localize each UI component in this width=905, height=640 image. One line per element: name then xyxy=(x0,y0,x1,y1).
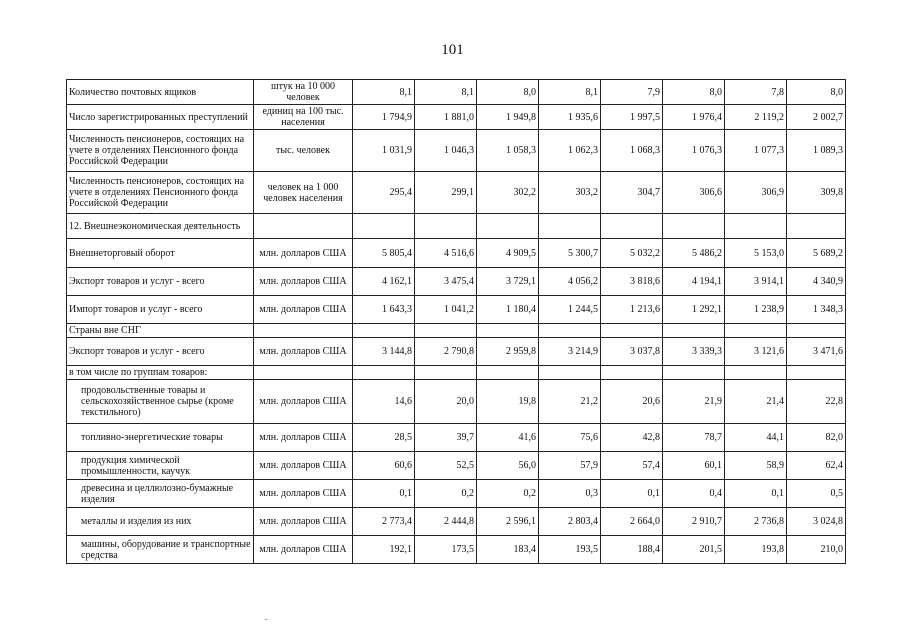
indicator-name: 12. Внешнеэкономическая деятельность xyxy=(67,214,254,239)
value-cell: 2 596,1 xyxy=(477,508,539,536)
value-cell: 4 056,2 xyxy=(539,268,601,296)
statistics-table xyxy=(66,79,846,564)
unit-cell: млн. долларов США xyxy=(254,480,353,508)
value-cell: 4 909,5 xyxy=(477,239,539,268)
unit-cell: млн. долларов США xyxy=(254,536,353,564)
table-row xyxy=(67,338,846,366)
value-cell: 0,1 xyxy=(725,480,787,508)
value-cell: 1 077,3 xyxy=(725,130,787,172)
value-cell xyxy=(725,324,787,338)
value-cell: 192,1 xyxy=(353,536,415,564)
table-body xyxy=(67,80,846,564)
indicator-name: Экспорт товаров и услуг - всего xyxy=(67,338,254,366)
value-cell: 183,4 xyxy=(477,536,539,564)
value-cell: 303,2 xyxy=(539,172,601,214)
value-cell: 3 121,6 xyxy=(725,338,787,366)
value-cell: 28,5 xyxy=(353,424,415,452)
value-cell: 39,7 xyxy=(415,424,477,452)
value-cell: 3 475,4 xyxy=(415,268,477,296)
unit-cell: штук на 10 000 человек xyxy=(254,80,353,105)
value-cell: 3 037,8 xyxy=(601,338,663,366)
indicator-name: древесина и целлюлозно-бумажные изделия xyxy=(67,480,254,508)
value-cell: 75,6 xyxy=(539,424,601,452)
unit-cell: млн. долларов США xyxy=(254,508,353,536)
table-row xyxy=(67,452,846,480)
indicator-name: продовольственные товары и сельскохозяйственное сырье (кроме текстильного) xyxy=(67,380,254,424)
value-cell: 1 068,3 xyxy=(601,130,663,172)
value-cell: 62,4 xyxy=(787,452,846,480)
value-cell: 309,8 xyxy=(787,172,846,214)
unit-cell: млн. долларов США xyxy=(254,338,353,366)
value-cell xyxy=(787,214,846,239)
value-cell: 1 058,3 xyxy=(477,130,539,172)
value-cell xyxy=(601,366,663,380)
value-cell xyxy=(353,366,415,380)
value-cell: 4 516,6 xyxy=(415,239,477,268)
table-row xyxy=(67,508,846,536)
value-cell: 302,2 xyxy=(477,172,539,214)
unit-cell: млн. долларов США xyxy=(254,452,353,480)
value-cell: 5 486,2 xyxy=(663,239,725,268)
value-cell: 20,6 xyxy=(601,380,663,424)
unit-cell: человек на 1 000 человек населения xyxy=(254,172,353,214)
value-cell xyxy=(539,366,601,380)
value-cell: 1 935,6 xyxy=(539,105,601,130)
value-cell xyxy=(415,366,477,380)
unit-cell xyxy=(254,324,353,338)
value-cell xyxy=(415,324,477,338)
value-cell: 42,8 xyxy=(601,424,663,452)
value-cell: 44,1 xyxy=(725,424,787,452)
value-cell: 21,2 xyxy=(539,380,601,424)
value-cell: 1 046,3 xyxy=(415,130,477,172)
value-cell: 4 194,1 xyxy=(663,268,725,296)
table-row xyxy=(67,172,846,214)
unit-cell xyxy=(254,366,353,380)
value-cell: 56,0 xyxy=(477,452,539,480)
indicator-name: Количество почтовых ящиков xyxy=(67,80,254,105)
value-cell: 193,8 xyxy=(725,536,787,564)
value-cell: 1 238,9 xyxy=(725,296,787,324)
value-cell: 52,5 xyxy=(415,452,477,480)
value-cell: 8,0 xyxy=(787,80,846,105)
value-cell: 1 041,2 xyxy=(415,296,477,324)
value-cell: 4 162,1 xyxy=(353,268,415,296)
value-cell: 188,4 xyxy=(601,536,663,564)
indicator-name: Численность пенсионеров, состоящих на учете в отделениях Пенсионного фонда Российской Федерации xyxy=(67,172,254,214)
value-cell: 1 213,6 xyxy=(601,296,663,324)
value-cell: 2 803,4 xyxy=(539,508,601,536)
value-cell xyxy=(477,324,539,338)
table-row xyxy=(67,424,846,452)
value-cell: 1 180,4 xyxy=(477,296,539,324)
value-cell: 193,5 xyxy=(539,536,601,564)
value-cell xyxy=(663,366,725,380)
value-cell: 201,5 xyxy=(663,536,725,564)
value-cell: 1 949,8 xyxy=(477,105,539,130)
value-cell xyxy=(663,324,725,338)
value-cell xyxy=(415,214,477,239)
value-cell: 2 959,8 xyxy=(477,338,539,366)
value-cell: 1 031,9 xyxy=(353,130,415,172)
value-cell: 5 689,2 xyxy=(787,239,846,268)
unit-cell: единиц на 100 тыс. населения xyxy=(254,105,353,130)
value-cell: 304,7 xyxy=(601,172,663,214)
indicator-name: топливно-энергетические товары xyxy=(67,424,254,452)
value-cell xyxy=(539,214,601,239)
indicator-name: Численность пенсионеров, состоящих на учете в отделениях Пенсионного фонда Российской Федерации xyxy=(67,130,254,172)
table-row xyxy=(67,296,846,324)
value-cell: 3 144,8 xyxy=(353,338,415,366)
value-cell: 58,9 xyxy=(725,452,787,480)
indicator-name: Внешнеторговый оборот xyxy=(67,239,254,268)
value-cell: 1 089,3 xyxy=(787,130,846,172)
value-cell: 8,0 xyxy=(663,80,725,105)
value-cell: 21,9 xyxy=(663,380,725,424)
section-row xyxy=(67,324,846,338)
unit-cell: млн. долларов США xyxy=(254,424,353,452)
value-cell: 2 444,8 xyxy=(415,508,477,536)
value-cell: 306,9 xyxy=(725,172,787,214)
page-number: 101 xyxy=(441,42,464,58)
value-cell: 1 062,3 xyxy=(539,130,601,172)
value-cell: 0,2 xyxy=(477,480,539,508)
value-cell xyxy=(787,324,846,338)
value-cell: 2 002,7 xyxy=(787,105,846,130)
indicator-name: металлы и изделия из них xyxy=(67,508,254,536)
value-cell: 21,4 xyxy=(725,380,787,424)
value-cell: 2 664,0 xyxy=(601,508,663,536)
value-cell: 1 348,3 xyxy=(787,296,846,324)
value-cell xyxy=(477,214,539,239)
value-cell: 4 340,9 xyxy=(787,268,846,296)
value-cell: 210,0 xyxy=(787,536,846,564)
value-cell xyxy=(539,324,601,338)
value-cell: 173,5 xyxy=(415,536,477,564)
unit-cell: млн. долларов США xyxy=(254,268,353,296)
value-cell: 22,8 xyxy=(787,380,846,424)
value-cell: 295,4 xyxy=(353,172,415,214)
value-cell: 0,4 xyxy=(663,480,725,508)
value-cell xyxy=(663,214,725,239)
value-cell: 5 300,7 xyxy=(539,239,601,268)
table-row xyxy=(67,536,846,564)
value-cell: 78,7 xyxy=(663,424,725,452)
value-cell: 82,0 xyxy=(787,424,846,452)
value-cell: 0,2 xyxy=(415,480,477,508)
value-cell: 3 914,1 xyxy=(725,268,787,296)
value-cell: 1 244,5 xyxy=(539,296,601,324)
value-cell: 5 032,2 xyxy=(601,239,663,268)
indicator-name: Импорт товаров и услуг - всего xyxy=(67,296,254,324)
indicator-name: в том числе по группам товаров: xyxy=(67,366,254,380)
value-cell: 0,3 xyxy=(539,480,601,508)
value-cell: 7,9 xyxy=(601,80,663,105)
value-cell: 3 729,1 xyxy=(477,268,539,296)
unit-cell: млн. долларов США xyxy=(254,380,353,424)
value-cell: 7,8 xyxy=(725,80,787,105)
section-row xyxy=(67,366,846,380)
table-row xyxy=(67,239,846,268)
value-cell: 5 805,4 xyxy=(353,239,415,268)
value-cell xyxy=(601,324,663,338)
value-cell: 3 024,8 xyxy=(787,508,846,536)
value-cell xyxy=(353,324,415,338)
table-row xyxy=(67,480,846,508)
indicator-name: машины, оборудование и транспортные средства xyxy=(67,536,254,564)
unit-cell: млн. долларов США xyxy=(254,239,353,268)
value-cell: 14,6 xyxy=(353,380,415,424)
value-cell: 8,1 xyxy=(539,80,601,105)
value-cell: 5 153,0 xyxy=(725,239,787,268)
value-cell: 2 119,2 xyxy=(725,105,787,130)
value-cell: 8,0 xyxy=(477,80,539,105)
table-row xyxy=(67,105,846,130)
value-cell: 3 214,9 xyxy=(539,338,601,366)
value-cell: 1 643,3 xyxy=(353,296,415,324)
value-cell: 3 818,6 xyxy=(601,268,663,296)
unit-cell: тыс. человек xyxy=(254,130,353,172)
section-row xyxy=(67,214,846,239)
value-cell: 41,6 xyxy=(477,424,539,452)
value-cell: 60,1 xyxy=(663,452,725,480)
value-cell: 60,6 xyxy=(353,452,415,480)
value-cell: 0,1 xyxy=(601,480,663,508)
value-cell: 1 997,5 xyxy=(601,105,663,130)
unit-cell: млн. долларов США xyxy=(254,296,353,324)
value-cell: 1 976,4 xyxy=(663,105,725,130)
indicator-name: Число зарегистрированных преступлений xyxy=(67,105,254,130)
value-cell xyxy=(353,214,415,239)
value-cell xyxy=(601,214,663,239)
value-cell: 2 736,8 xyxy=(725,508,787,536)
value-cell xyxy=(725,214,787,239)
value-cell: 1 292,1 xyxy=(663,296,725,324)
value-cell xyxy=(787,366,846,380)
value-cell: 57,9 xyxy=(539,452,601,480)
value-cell: 8,1 xyxy=(415,80,477,105)
value-cell: 2 773,4 xyxy=(353,508,415,536)
value-cell: 1 076,3 xyxy=(663,130,725,172)
value-cell: 3 339,3 xyxy=(663,338,725,366)
scan-mark xyxy=(265,619,267,620)
value-cell xyxy=(477,366,539,380)
value-cell: 19,8 xyxy=(477,380,539,424)
table-row xyxy=(67,380,846,424)
table-row xyxy=(67,130,846,172)
value-cell: 2 910,7 xyxy=(663,508,725,536)
value-cell: 2 790,8 xyxy=(415,338,477,366)
value-cell xyxy=(725,366,787,380)
indicator-name: Страны вне СНГ xyxy=(67,324,254,338)
indicator-name: Экспорт товаров и услуг - всего xyxy=(67,268,254,296)
value-cell: 0,5 xyxy=(787,480,846,508)
value-cell: 299,1 xyxy=(415,172,477,214)
value-cell: 0,1 xyxy=(353,480,415,508)
value-cell: 57,4 xyxy=(601,452,663,480)
value-cell: 8,1 xyxy=(353,80,415,105)
value-cell: 306,6 xyxy=(663,172,725,214)
table-row xyxy=(67,80,846,105)
unit-cell xyxy=(254,214,353,239)
value-cell: 3 471,6 xyxy=(787,338,846,366)
table-row xyxy=(67,268,846,296)
value-cell: 20,0 xyxy=(415,380,477,424)
value-cell: 1 881,0 xyxy=(415,105,477,130)
value-cell: 1 794,9 xyxy=(353,105,415,130)
indicator-name: продукция химической промышленности, каучук xyxy=(67,452,254,480)
